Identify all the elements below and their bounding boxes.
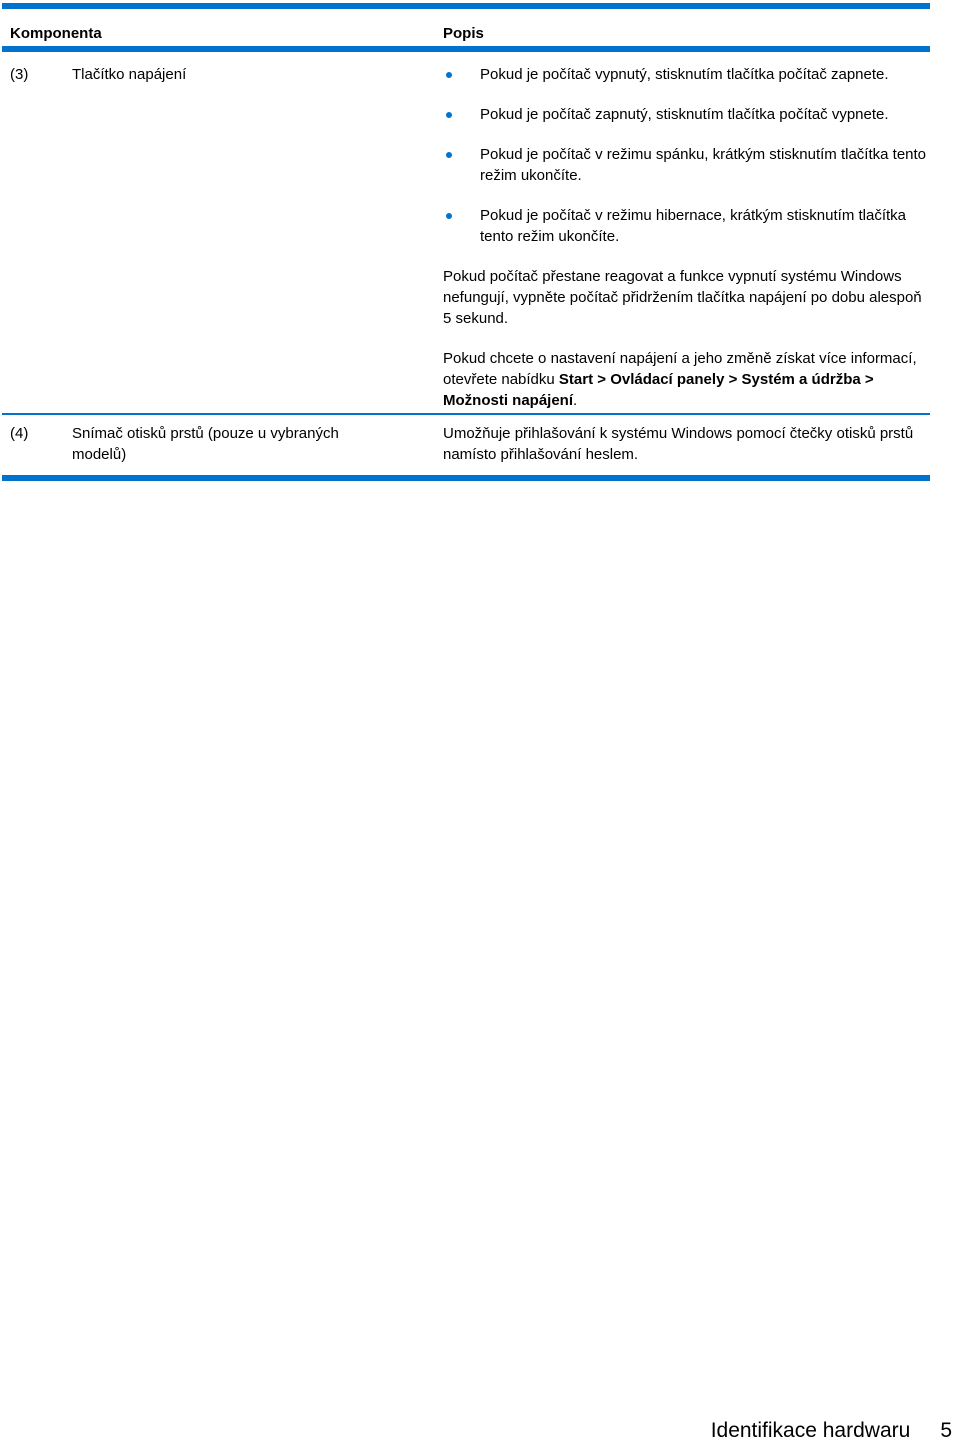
power-options-paragraph: Pokud chcete o nastavení napájení a jeho změně získat více informací, otevřete nabídku Start > Ovládací panely > Systém a údržba > Možnosti napájení.	[443, 350, 917, 409]
page-footer	[711, 1418, 952, 1444]
list-item: Pokud je počítač v režimu spánku, krátkým stisknutím tlačítka tento režim ukončíte.	[443, 144, 930, 186]
row-description: Umožňuje přihlašování k systému Windows pomocí čtečky otisků prstů namísto přihlašování heslem.	[443, 425, 914, 463]
header-description: Popis	[443, 25, 484, 42]
row-number: (4)	[10, 425, 29, 442]
bullet-icon	[446, 112, 452, 118]
list-item: Pokud je počítač vypnutý, stisknutím tlačítka počítač zapnete.	[443, 64, 930, 85]
bullet-icon	[446, 213, 452, 219]
header-component: Komponenta	[10, 25, 102, 42]
footer-section-title: Identifikace hardwaru	[710, 1419, 911, 1442]
component-table	[2, 3, 930, 481]
table-row	[2, 415, 930, 475]
table-header	[2, 9, 930, 46]
table-bottom-rule	[2, 475, 930, 481]
note-paragraph: Pokud počítač přestane reagovat a funkce vypnutí systému Windows nefungují, vypněte počítač přidržením tlačítka napájení po dobu alespoň 5 sekund.	[443, 268, 922, 327]
table-row	[2, 52, 930, 411]
bullet-icon	[446, 72, 452, 78]
list-item: Pokud je počítač zapnutý, stisknutím tlačítka počítač vypnete.	[443, 104, 930, 125]
page-number: 5	[940, 1419, 952, 1442]
component-name: Tlačítko napájení	[72, 66, 187, 83]
row-description	[443, 64, 930, 411]
row-number: (3)	[10, 66, 29, 83]
bullet-icon	[446, 152, 452, 158]
menu-path: Start > Ovládací panely > Systém a údržba > Možnosti napájení	[443, 371, 874, 409]
list-item: Pokud je počítač v režimu hibernace, krátkým stisknutím tlačítka tento režim ukončíte.	[443, 205, 930, 247]
component-name: Snímač otisků prstů (pouze u vybraných modelů)	[72, 425, 339, 463]
